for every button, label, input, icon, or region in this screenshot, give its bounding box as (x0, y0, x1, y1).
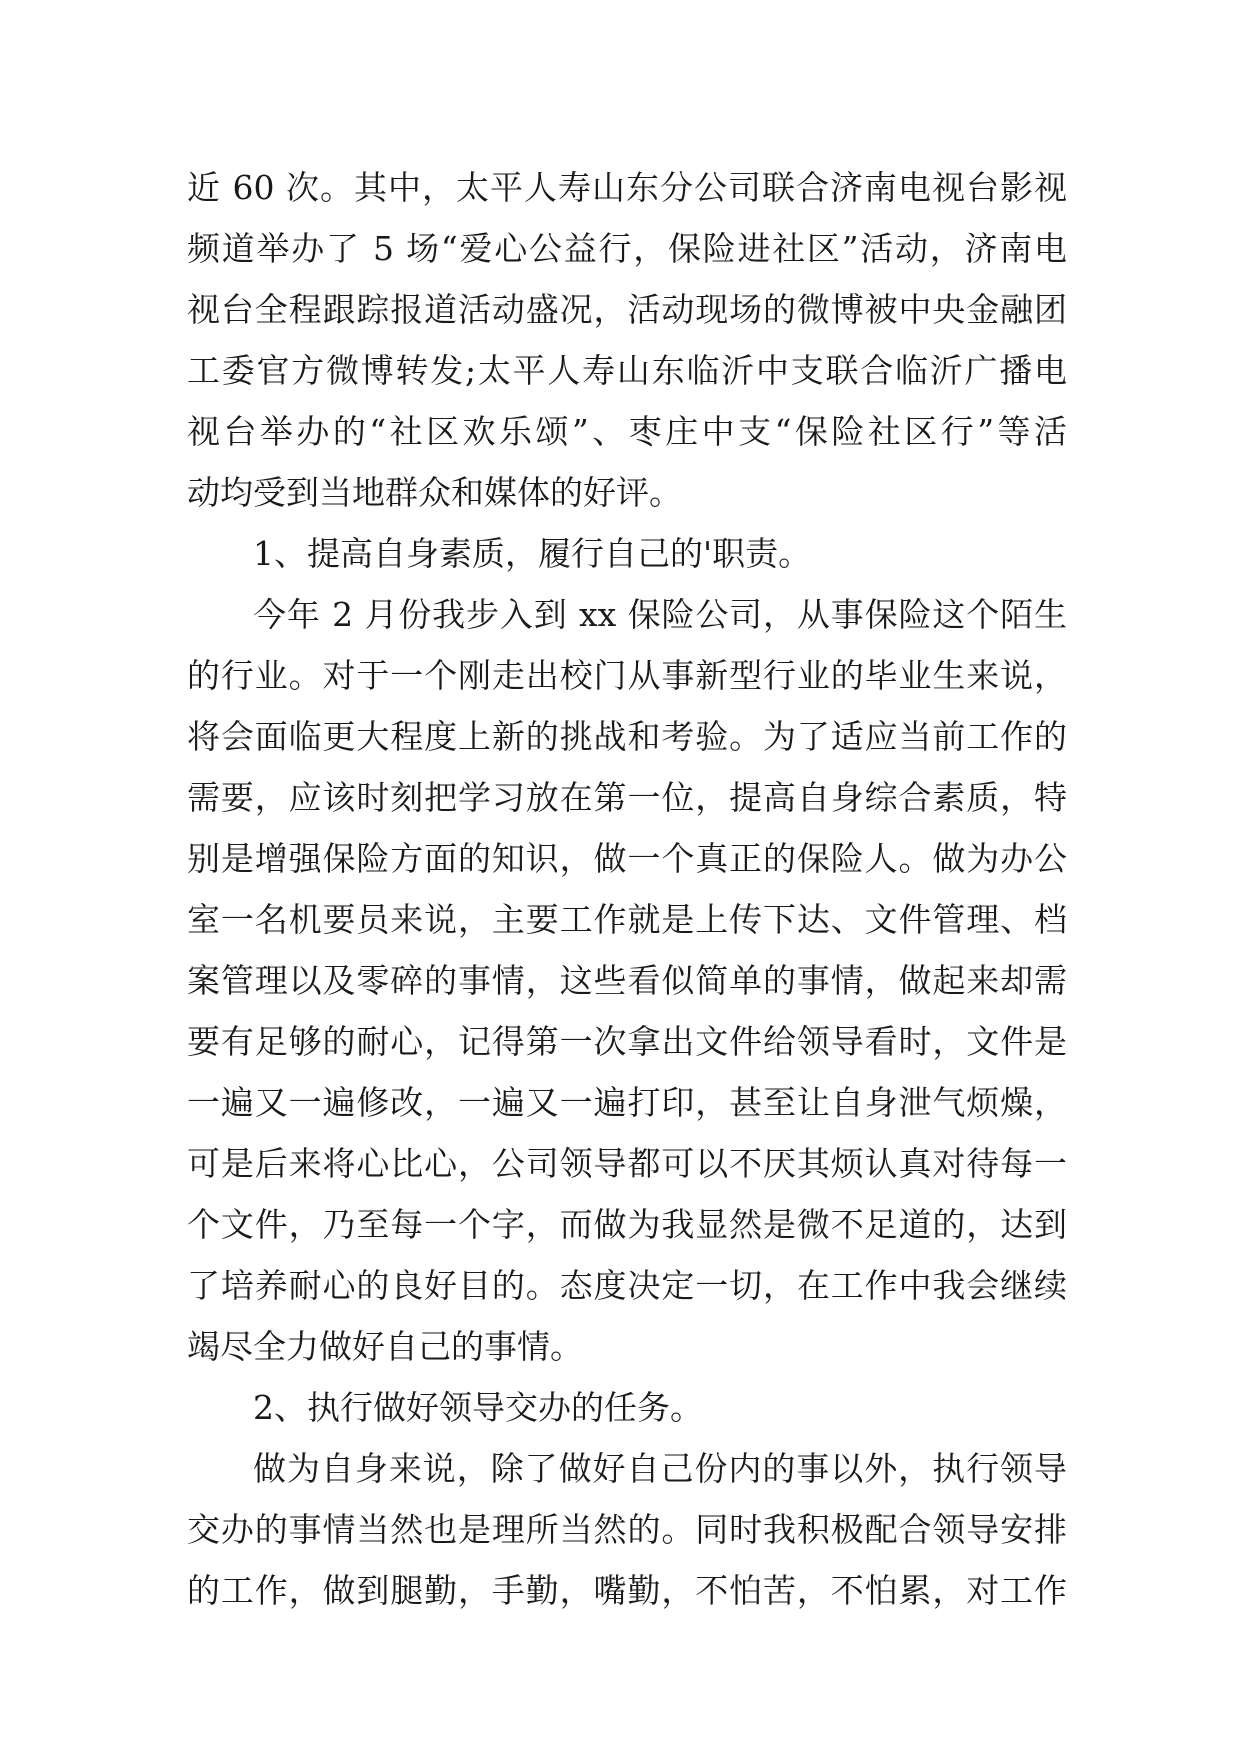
text-line: 视台举办的“社区欢乐颂”、枣庄中支“保险社区行”等活 (187, 412, 1067, 451)
text-line: 了培养耐心的良好目的。态度决定一切，在工作中我会继续 (187, 1266, 1067, 1305)
text-line: 做为自身来说，除了做好自己份内的事以外，执行领导 (253, 1449, 1067, 1488)
paragraph (187, 157, 1067, 523)
text-line: 需要，应该时刻把学习放在第一位，提高自身综合素质，特 (187, 778, 1067, 817)
paragraph (187, 584, 1067, 1377)
text-line: 今年 2 月份我步入到 xx 保险公司，从事保险这个陌生 (253, 595, 1067, 634)
text-line: 竭尽全力做好自己的事情。 (187, 1327, 583, 1366)
text-line: 一遍又一遍修改，一遍又一遍打印，甚至让自身泄气烦燥， (187, 1083, 1067, 1122)
text-line: 2、执行做好领导交办的任务。 (253, 1388, 703, 1427)
document-body (187, 157, 1067, 1621)
text-line: 频道举办了 5 场“爱心公益行，保险进社区”活动，济南电 (187, 229, 1067, 268)
text-line: 案管理以及零碎的事情，这些看似简单的事情，做起来却需 (187, 961, 1067, 1000)
text-line: 将会面临更大程度上新的挑战和考验。为了适应当前工作的 (187, 717, 1067, 756)
text-line: 的行业。对于一个刚走出校门从事新型行业的毕业生来说， (187, 656, 1067, 695)
text-line: 室一名机要员来说，主要工作就是上传下达、文件管理、档 (187, 900, 1067, 939)
text-line: 可是后来将心比心，公司领导都可以不厌其烦认真对待每一 (187, 1144, 1067, 1183)
text-line: 交办的事情当然也是理所当然的。同时我积极配合领导安排 (187, 1510, 1067, 1549)
text-line: 别是增强保险方面的知识，做一个真正的保险人。做为办公 (187, 839, 1067, 878)
text-line: 动均受到当地群众和媒体的好评。 (187, 473, 682, 512)
text-line: 个文件，乃至每一个字，而做为我显然是微不足道的，达到 (187, 1205, 1067, 1244)
text-line: 要有足够的耐心，记得第一次拿出文件给领导看时，文件是 (187, 1022, 1067, 1061)
section-heading (187, 1377, 1067, 1438)
text-line: 工委官方微博转发;太平人寿山东临沂中支联合临沂广播电 (187, 351, 1067, 390)
text-line: 视台全程跟踪报道活动盛况，活动现场的微博被中央金融团 (187, 290, 1067, 329)
text-line: 1、提高自身素质，履行自己的'职责。 (253, 534, 812, 573)
paragraph (187, 1438, 1067, 1621)
text-line: 近 60 次。其中，太平人寿山东分公司联合济南电视台影视 (187, 168, 1067, 207)
text-line: 的工作，做到腿勤，手勤，嘴勤，不怕苦，不怕累，对工作 (187, 1571, 1067, 1610)
section-heading (187, 523, 1067, 584)
